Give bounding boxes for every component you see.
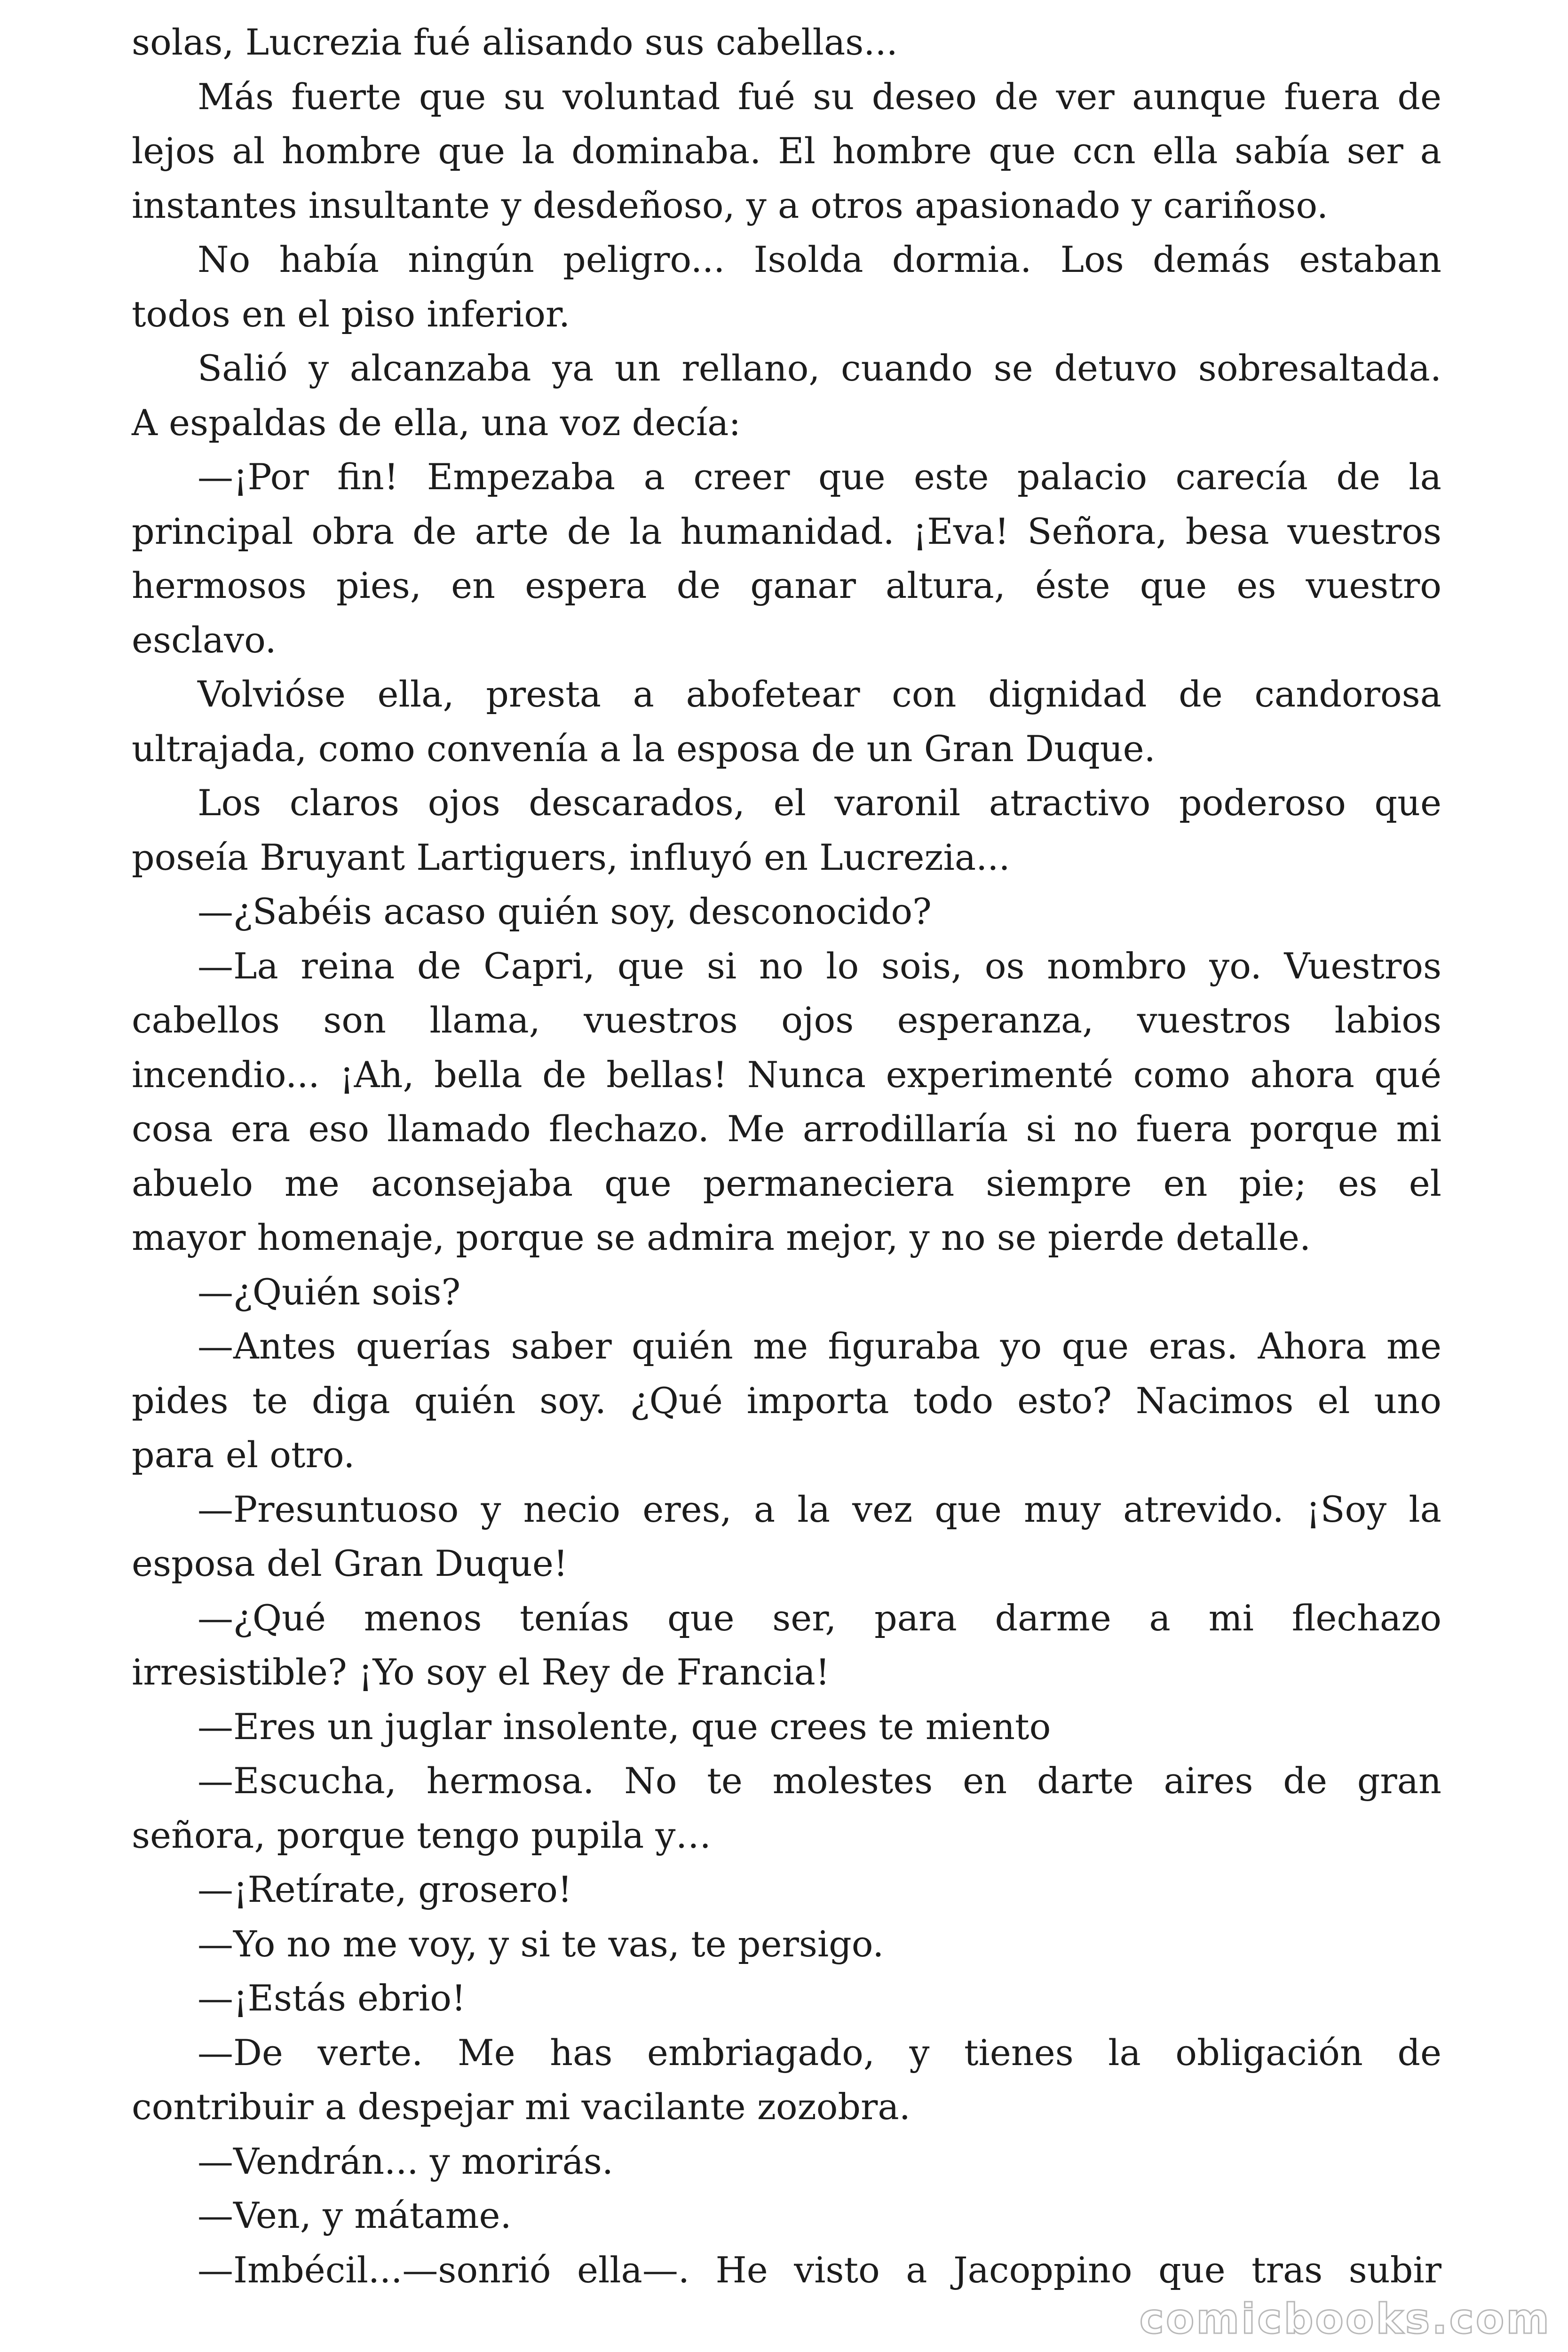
text-line: principal obra de arte de la humanidad. ¡Eva! Señora, besa vuestros	[132, 510, 1441, 552]
text-line: instantes insultante y desdeñoso, y a otros apasionado y cariñoso.	[132, 184, 1328, 226]
text-line: —¡Por fin! Empezaba a creer que este palacio carecía de la	[198, 456, 1441, 498]
text-line: Más fuerte que su voluntad fué su deseo de ver aunque fuera de	[198, 75, 1441, 118]
text-line: abuelo me aconsejaba que permaneciera siempre en pie; es el	[132, 1162, 1441, 1204]
text-line: poseía Bruyant Lartiguers, influyó en Lucrezia...	[132, 836, 1010, 878]
text-line: —¿Quién sois?	[198, 1271, 461, 1313]
text-line: —De verte. Me has embriagado, y tienes la obligación de	[198, 2031, 1441, 2074]
text-line: —Imbécil...—sonrió ella—. He visto a Jacoppino que tras subir	[198, 2249, 1441, 2291]
text-line: —¡Retírate, grosero!	[198, 1868, 572, 1910]
text-line: —Eres un juglar insolente, que crees te miento	[198, 1705, 1051, 1748]
text-line: —Presuntuoso y necio eres, a la vez que muy atrevido. ¡Soy la	[198, 1488, 1441, 1530]
body-text	[132, 15, 1441, 2297]
text-line: —La reina de Capri, que si no lo sois, os nombro yo. Vuestros	[198, 945, 1441, 987]
text-line: —Yo no me voy, y si te vas, te persigo.	[198, 1923, 884, 1965]
text-line: contribuir a despejar mi vacilante zozobra.	[132, 2086, 911, 2128]
text-line: señora, porque tengo pupila y…	[132, 1814, 712, 1856]
text-line: —Antes querías saber quién me figuraba yo que eras. Ahora me	[198, 1325, 1441, 1367]
text-line: para el otro.	[132, 1434, 355, 1476]
text-line: Salió y alcanzaba ya un rellano, cuando se detuvo sobresaltada.	[198, 347, 1441, 389]
text-line: cosa era eso llamado flechazo. Me arrodillaría si no fuera porque mi	[132, 1108, 1441, 1150]
watermark-logo: comicbooks.com	[1139, 2295, 1551, 2343]
text-line: cabellos son llama, vuestros ojos esperanza, vuestros labios	[132, 999, 1441, 1041]
text-line: incendio... ¡Ah, bella de bellas! Nunca experimenté como ahora qué	[132, 1053, 1441, 1096]
text-line: solas, Lucrezia fué alisando sus cabellas...	[132, 21, 898, 63]
text-line: pides te diga quién soy. ¿Qué importa todo esto? Nacimos el uno	[132, 1379, 1441, 1422]
text-line: —Vendrán... y morirás.	[198, 2140, 614, 2182]
text-line: No había ningún peligro... Isolda dormia. Los demás estaban	[198, 238, 1441, 280]
text-line: —¿Sabéis acaso quién soy, desconocido?	[198, 890, 932, 932]
text-line: hermosos pies, en espera de ganar altura, éste que es vuestro	[132, 564, 1441, 606]
text-line: —Ven, y mátame.	[198, 2194, 512, 2236]
text-line: —¡Estás ebrio!	[198, 1977, 466, 2019]
text-line: lejos al hombre que la dominaba. El hombre que ccn ella sabía ser a	[132, 130, 1441, 172]
text-line: mayor homenaje, porque se admira mejor, y no se pierde detalle.	[132, 1216, 1311, 1258]
text-line: esclavo.	[132, 619, 277, 661]
text-line: ultrajada, como convenía a la esposa de un Gran Duque.	[132, 727, 1156, 770]
text-line: A espaldas de ella, una voz decía:	[132, 401, 741, 444]
text-line: —Escucha, hermosa. No te molestes en darte aires de gran	[198, 1760, 1441, 1802]
text-line: Volvióse ella, presta a abofetear con dignidad de candorosa	[198, 673, 1441, 715]
text-line: todos en el piso inferior.	[132, 293, 570, 335]
text-line: —¿Qué menos tenías que ser, para darme a mi flechazo	[198, 1597, 1441, 1639]
text-line: Los claros ojos descarados, el varonil atractivo poderoso que	[198, 782, 1441, 824]
text-line: irresistible? ¡Yo soy el Rey de Francia!	[132, 1651, 830, 1693]
text-line: esposa del Gran Duque!	[132, 1542, 568, 1584]
